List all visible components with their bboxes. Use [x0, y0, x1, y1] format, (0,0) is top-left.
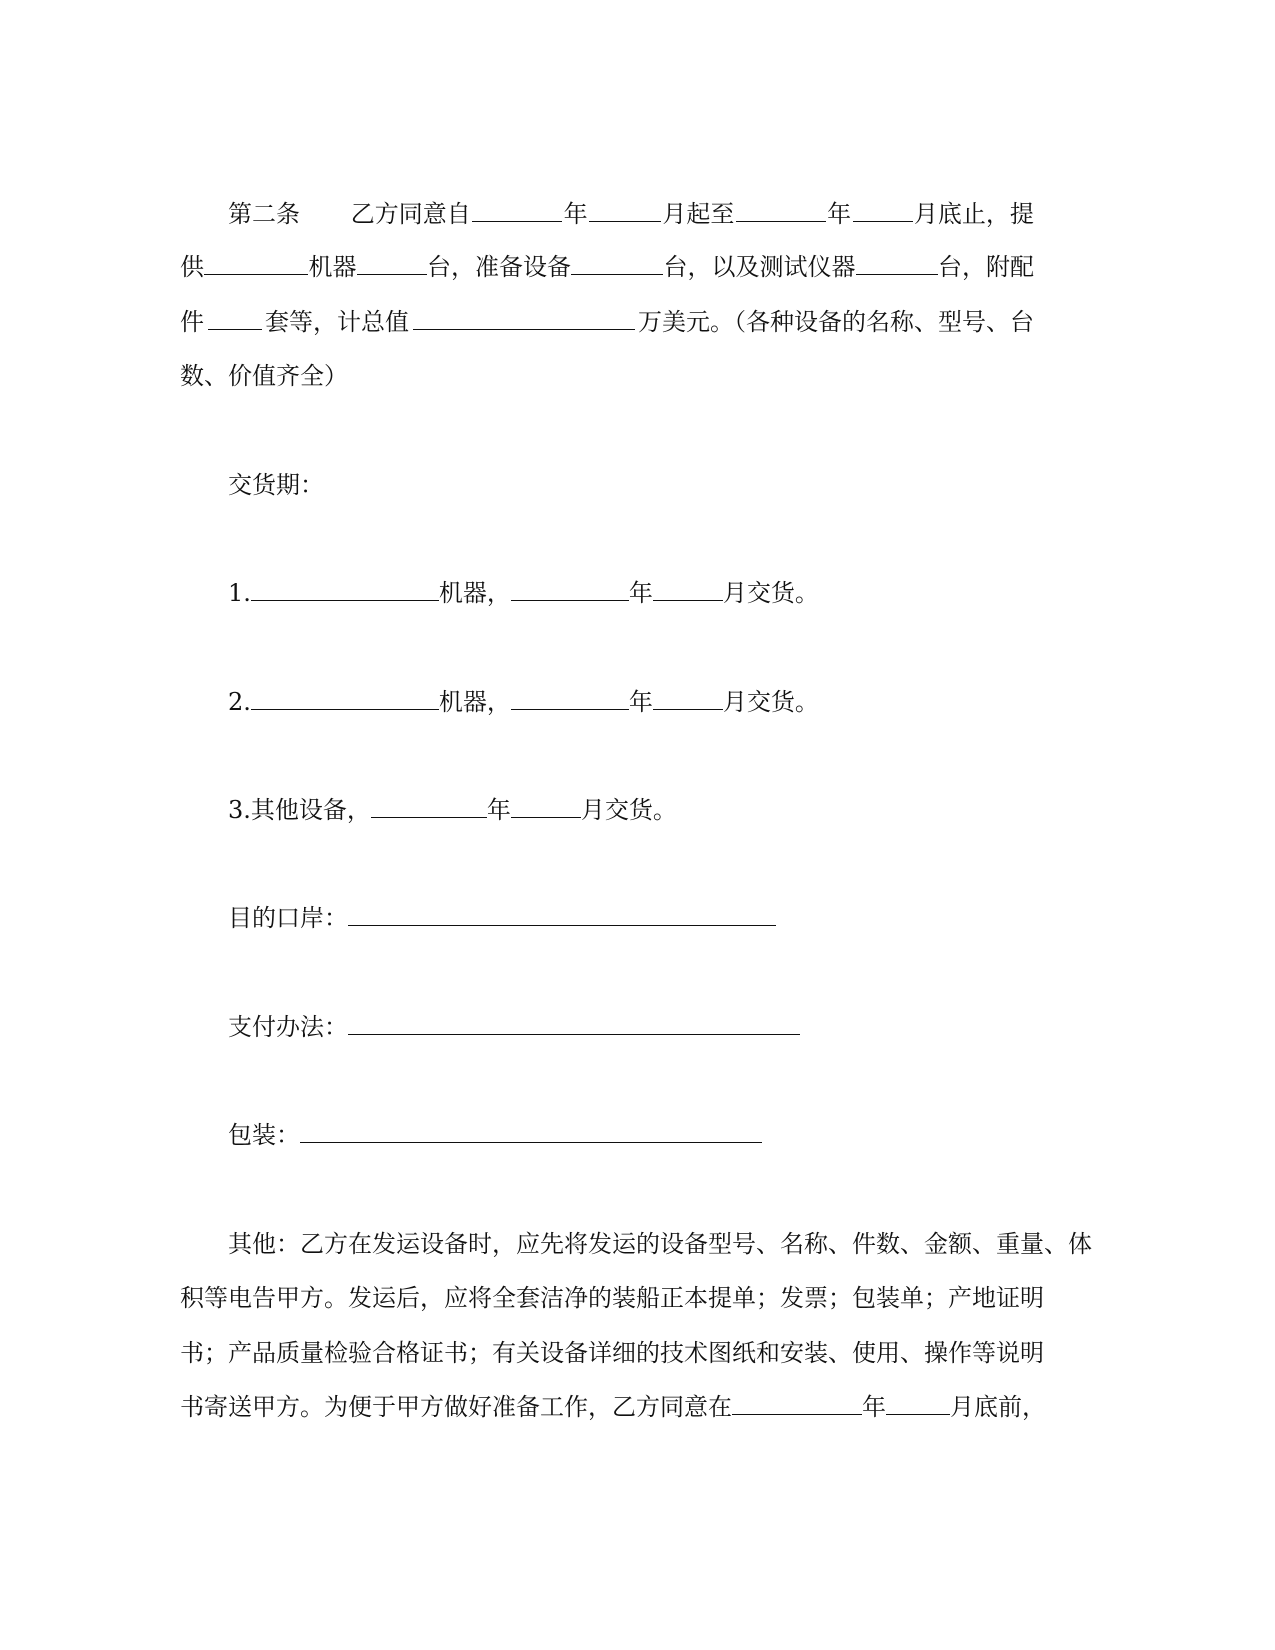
payment-label: 支付办法：	[228, 1013, 348, 1041]
packing-blank[interactable]	[300, 1120, 762, 1143]
instrument-units-blank[interactable]	[856, 252, 938, 275]
end-year-blank[interactable]	[736, 199, 826, 222]
accessory-sets-blank[interactable]	[208, 307, 262, 330]
machine-count-blank[interactable]	[204, 252, 308, 275]
prep-month-blank[interactable]	[886, 1392, 950, 1415]
delivery-1-month-blank[interactable]	[653, 578, 723, 601]
payment-blank[interactable]	[348, 1012, 800, 1035]
start-month-blank[interactable]	[589, 199, 661, 222]
other-line-4: 书寄送甲方。为便于甲方做好准备工作，乙方同意在 年 月底前，	[180, 1393, 1046, 1421]
delivery-item-2: 2. 机器， 年 月交货。	[228, 688, 819, 716]
port-label: 目的口岸：	[228, 904, 348, 932]
machine-units-blank[interactable]	[357, 252, 427, 275]
port-line	[228, 902, 776, 934]
delivery-item-3: 3.其他设备， 年 月交货。	[228, 796, 677, 824]
article-line-3: 件 套等，计总值 万美元。（各种设备的名称、型号、台	[180, 308, 1034, 336]
delivery-1-year-blank[interactable]	[511, 578, 629, 601]
article-label: 第二条	[228, 200, 300, 228]
packing-label: 包装：	[228, 1121, 300, 1149]
delivery-2-year-blank[interactable]	[511, 687, 629, 710]
start-year-blank[interactable]	[472, 199, 562, 222]
delivery-3-year-blank[interactable]	[371, 795, 487, 818]
delivery-item-1: 1. 机器， 年 月交货。	[228, 579, 819, 607]
delivery-3-month-blank[interactable]	[511, 795, 581, 818]
end-month-blank[interactable]	[853, 199, 913, 222]
prep-year-blank[interactable]	[732, 1392, 862, 1415]
other-line-3: 书；产品质量检验合格证书；有关设备详细的技术图纸和安装、使用、操作等说明	[180, 1339, 1044, 1367]
delivery-2-machine-blank[interactable]	[251, 687, 439, 710]
other-line-2: 积等电告甲方。发运后，应将全套洁净的装船正本提单；发票；包装单；产地证明	[180, 1284, 1044, 1312]
delivery-heading: 交货期：	[228, 471, 324, 499]
equipment-units-blank[interactable]	[571, 252, 663, 275]
delivery-1-machine-blank[interactable]	[251, 578, 439, 601]
article-line-1: 第二条 乙方同意自 年 月起至 年 月底止，提	[228, 200, 1034, 228]
other-line-1: 其他：乙方在发运设备时，应先将发运的设备型号、名称、件数、金额、重量、体	[228, 1230, 1092, 1258]
article-line-4: 数、价值齐全）	[180, 362, 348, 390]
packing-line	[228, 1119, 762, 1151]
delivery-2-month-blank[interactable]	[653, 687, 723, 710]
article-line-2: 供 机器 台，准备设备 台，以及测试仪器 台，附配	[180, 253, 1034, 281]
port-blank[interactable]	[348, 903, 776, 926]
total-value-blank[interactable]	[413, 307, 635, 330]
payment-line	[228, 1011, 800, 1043]
